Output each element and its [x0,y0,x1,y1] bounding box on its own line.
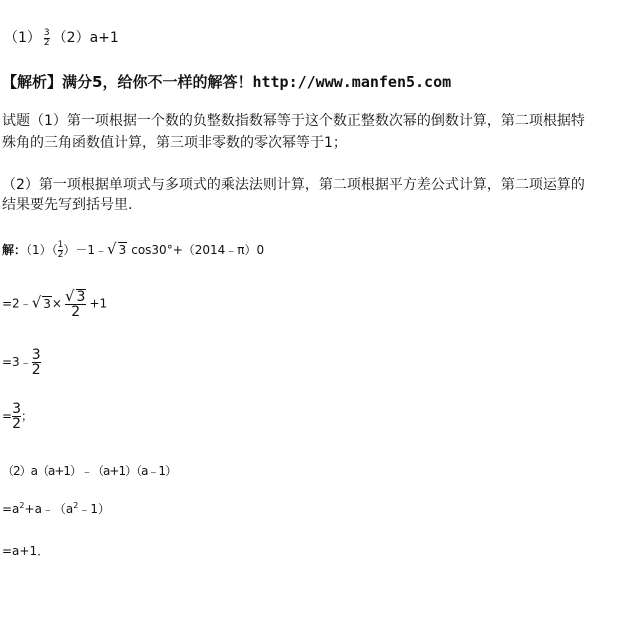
step4-fraction [12,402,21,431]
step2-fraction [65,289,86,319]
step2-suffix: +1 [89,296,108,311]
step3-frac-numerator: 3 [31,347,41,363]
step4-prefix: = [2,409,13,423]
answer-part2-label: （2） [52,30,90,46]
answer-line [4,27,119,48]
step1-radicand: 3 [118,243,127,257]
step6-c: ﹣1） [78,502,111,516]
step1-middle: ）－1﹣ [63,243,108,257]
step3-frac-denominator: 2 [31,362,41,378]
solution-step-2 [2,289,107,319]
step2-radicand: 3 [43,296,51,311]
step2-num-radicand: 3 [76,289,86,305]
solution-step-3 [2,348,41,377]
step6-a: =a [2,502,20,516]
sqrt-icon: √ [64,287,75,305]
source-banner [2,71,451,92]
solution-label: 解： [2,243,27,257]
analysis-line-3: （2）第一项根据单项式与多项式的乘法法则计算，第二项根据平方差公式计算，第二项运算的 [2,177,585,193]
step3-prefix: =3﹣ [2,355,32,369]
answer-part1-fraction [44,29,50,48]
step2-frac-numerator [65,289,86,304]
analysis-line-2: 殊角的三角函数值计算，第三项非零数的零次幂等于1； [2,135,347,151]
step6-b: +a﹣（a [24,502,74,516]
step3-fraction [32,348,41,377]
answer-part2-value: a+1 [89,30,119,46]
step1-suffix: cos30°+（2014﹣π）0 [131,243,265,257]
solution-step-7: =a+1． [2,544,50,558]
solution-step-5: （2）a（a+1）﹣（a+1）（a﹣1） [2,464,177,478]
solution-step-4 [2,402,33,431]
answer-part1-label: （1） [4,30,41,46]
step1-frac-denominator: 2 [57,250,64,260]
step4-suffix: ； [20,409,33,423]
banner-text: 【解析】满分5，给你不一样的解答！ [2,73,253,91]
sqrt-icon: √ [31,293,42,312]
step1-frac-numerator: 1 [57,240,64,250]
sqrt-icon: √ [107,240,117,258]
step4-frac-denominator: 2 [12,416,21,432]
step6-exp-1: 2 [19,501,25,510]
solution-step-1 [2,240,264,260]
step6-exp-2: 2 [73,501,79,510]
step4-frac-numerator: 3 [12,401,21,417]
banner-url: http://www.manfen5.com [252,73,452,91]
answer-part1-denominator: 2 [43,37,50,48]
solution-step-6 [2,500,110,517]
step1-prefix: （1）（ [26,243,58,257]
step2-prefix: =2﹣ [2,296,32,311]
analysis-line-4: 结果要先写到括号里. [2,197,133,213]
step2-times: × [51,296,62,311]
step2-frac-denominator: 2 [65,304,86,319]
answer-part1-numerator: 3 [43,27,50,38]
analysis-line-1: 试题（1）第一项根据一个数的负整数指数幂等于这个数正整数次幂的倒数计算，第二项根据特 [2,113,585,129]
